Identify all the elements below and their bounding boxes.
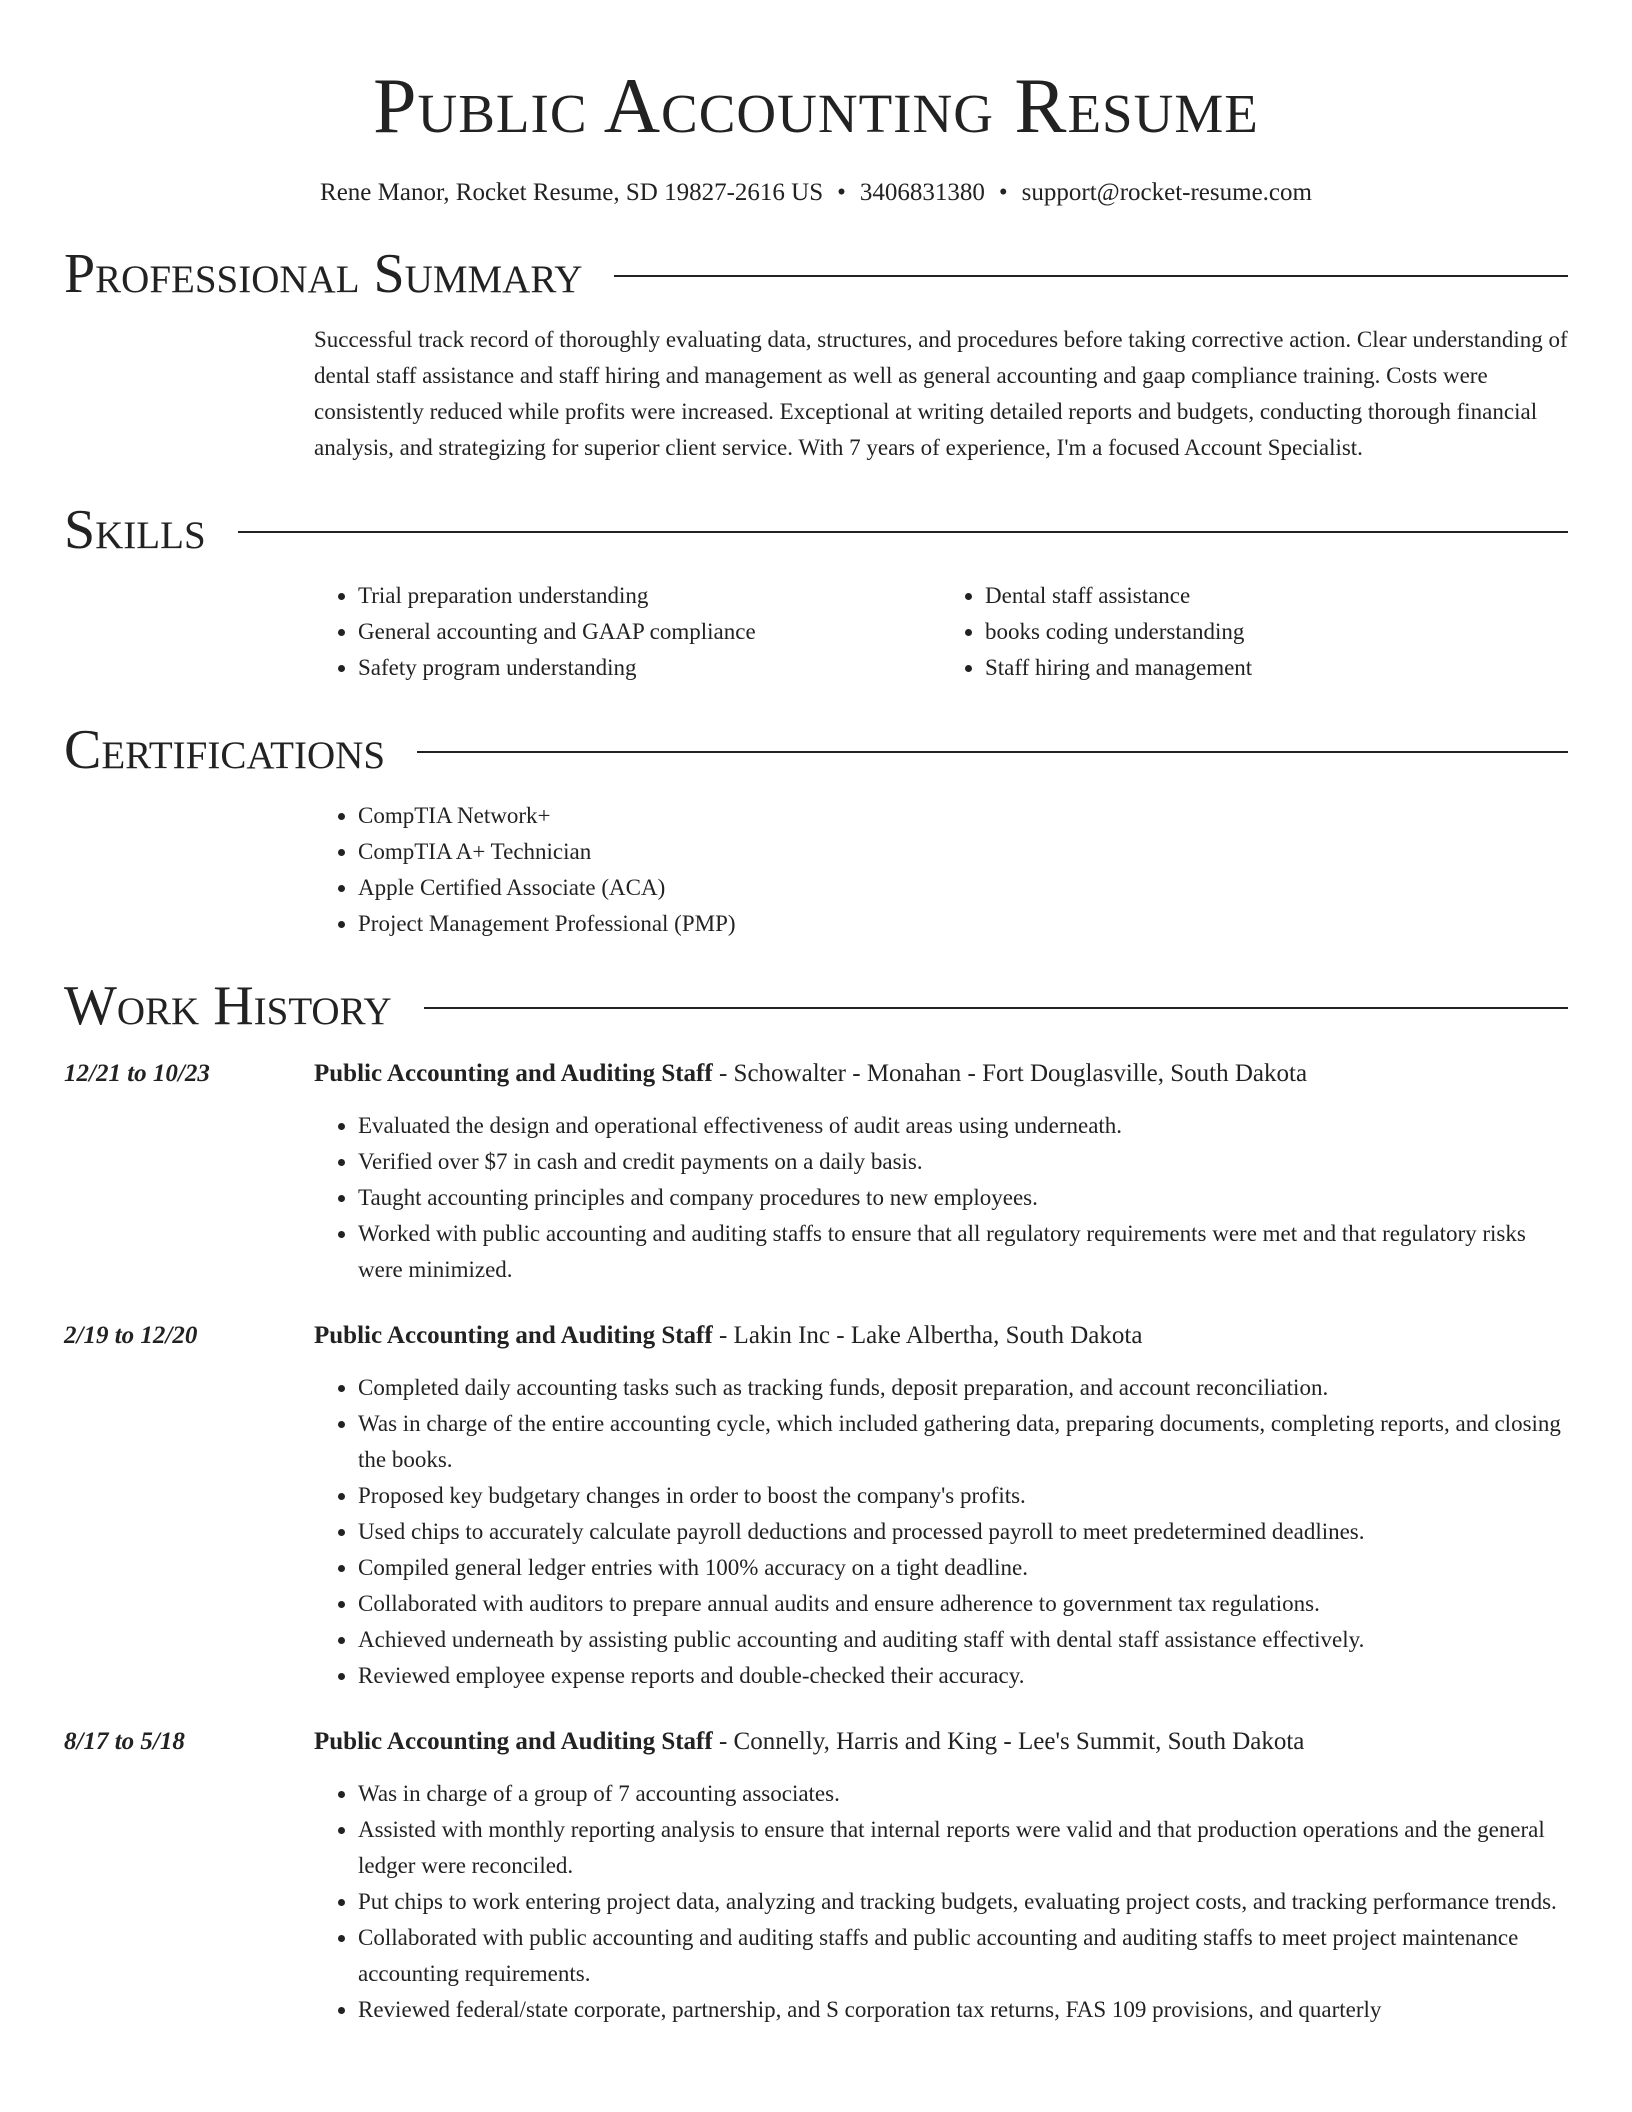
work-history-heading: Work History	[64, 975, 392, 1037]
contact-separator: •	[998, 179, 1008, 206]
job-bullet: • Put chips to work entering project data, analyzing and tracking budgets, evaluating project costs, and tracking performance trends.	[358, 1884, 1568, 1920]
contact-phone: 3406831380	[859, 179, 985, 206]
job-dates: 8/17 to 5/18	[64, 1728, 185, 1755]
job-bullet: • Proposed key budgetary changes in order to boost the company's profits.	[358, 1478, 1568, 1514]
certification-item: • Apple Certified Associate (ACA)	[358, 870, 1568, 906]
job-dates: 12/21 to 10/23	[64, 1060, 210, 1087]
skill-item: • Dental staff assistance	[985, 578, 1568, 614]
skill-item: • Safety program understanding	[358, 650, 941, 686]
contact-email: support@rocket-resume.com	[1021, 179, 1312, 206]
job-title: Public Accounting and Auditing Staff	[314, 1728, 713, 1755]
certifications-heading: Certifications	[64, 719, 386, 781]
contact-separator: •	[837, 179, 846, 206]
skills-column-right	[941, 578, 1568, 686]
skills-column-left	[314, 578, 941, 686]
certification-item: • CompTIA A+ Technician	[358, 834, 1568, 870]
resume-title: Public Accounting Resume	[373, 62, 1259, 149]
job-bullets	[314, 1108, 1568, 1288]
job-bullet: • Achieved underneath by assisting public accounting and auditing staff with dental staff assistance effectively.	[358, 1622, 1568, 1658]
job-dates: 2/19 to 12/20	[64, 1322, 198, 1349]
summary-text: Successful track record of thoroughly evaluating data, structures, and procedures before taking corrective action. Clear understanding of dental staff assistance and staff hiring and management as well as general accounting and gaap compliance training. Costs were consistently reduced while profits were increased. Exceptional at writing detailed reports and budgets, conducting thorough financial analysis, and strategizing for superior client service. With 7 years of experience, I'm a focused Account Specialist.	[314, 327, 1568, 460]
job-bullet: • Verified over $7 in cash and credit payments on a daily basis.	[358, 1144, 1568, 1180]
job-entry	[64, 1724, 1568, 2028]
summary-heading: Professional Summary	[64, 243, 583, 305]
section-divider	[614, 275, 1568, 277]
job-bullet: • Assisted with monthly reporting analysis to ensure that internal reports were valid and that production operations and the general ledger were reconciled.	[358, 1812, 1568, 1884]
contact-address: Rene Manor, Rocket Resume, SD 19827-2616 US	[320, 179, 824, 206]
job-employer: - Schowalter - Monahan - Fort Douglasville, South Dakota	[712, 1060, 1308, 1087]
skills-section-header	[64, 498, 1568, 562]
job-bullets	[314, 1776, 1568, 2028]
section-divider	[424, 1007, 1568, 1009]
job-bullet: • Worked with public accounting and auditing staffs to ensure that all regulatory requirements were met and that regulatory risks were minimized.	[358, 1216, 1568, 1288]
skill-item: • books coding understanding	[985, 614, 1568, 650]
job-position	[314, 1318, 1142, 1354]
job-bullet: • Compiled general ledger entries with 100% accuracy on a tight deadline.	[358, 1550, 1568, 1586]
skills-list	[314, 578, 1568, 686]
certifications-section-header	[64, 718, 1568, 782]
job-employer: - Connelly, Harris and King - Lee's Summit, South Dakota	[712, 1728, 1305, 1755]
job-bullet: • Was in charge of the entire accounting cycle, which included gathering data, preparing documents, completing reports, and closing the books.	[358, 1406, 1568, 1478]
job-position	[314, 1724, 1304, 1760]
skills-heading: Skills	[64, 499, 206, 561]
job-header	[64, 1318, 1568, 1354]
skill-item: • Staff hiring and management	[985, 650, 1568, 686]
job-bullet: • Collaborated with auditors to prepare annual audits and ensure adherence to government tax regulations.	[358, 1586, 1568, 1622]
job-position	[314, 1056, 1307, 1092]
job-bullet: • Collaborated with public accounting and auditing staffs and public accounting and auditing staffs to meet project maintenance accounting requirements.	[358, 1920, 1568, 1992]
job-entry	[64, 1056, 1568, 1288]
skill-item: • General accounting and GAAP compliance	[358, 614, 941, 650]
section-divider	[417, 751, 1568, 753]
job-bullet: • Was in charge of a group of 7 accounting associates.	[358, 1776, 1568, 1812]
job-header	[64, 1056, 1568, 1092]
job-title: Public Accounting and Auditing Staff	[314, 1322, 713, 1349]
job-header	[64, 1724, 1568, 1760]
job-bullet: • Evaluated the design and operational effectiveness of audit areas using underneath.	[358, 1108, 1568, 1144]
certifications-list	[314, 798, 1568, 942]
job-bullet: • Used chips to accurately calculate payroll deductions and processed payroll to meet predetermined deadlines.	[358, 1514, 1568, 1550]
job-title: Public Accounting and Auditing Staff	[314, 1060, 713, 1087]
job-bullet: • Taught accounting principles and company procedures to new employees.	[358, 1180, 1568, 1216]
skill-item: • Trial preparation understanding	[358, 578, 941, 614]
job-bullet: • Reviewed employee expense reports and double-checked their accuracy.	[358, 1658, 1568, 1694]
section-divider	[238, 531, 1568, 533]
contact-line	[64, 176, 1568, 210]
job-employer: - Lakin Inc - Lake Albertha, South Dakota	[712, 1322, 1143, 1349]
certification-item: • Project Management Professional (PMP)	[358, 906, 1568, 942]
job-bullets	[314, 1370, 1568, 1694]
job-bullet: • Completed daily accounting tasks such as tracking funds, deposit preparation, and account reconciliation.	[358, 1370, 1568, 1406]
job-entry	[64, 1318, 1568, 1694]
certification-item: • CompTIA Network+	[358, 798, 1568, 834]
work-history-section-header	[64, 974, 1568, 1038]
job-bullet: • Reviewed federal/state corporate, partnership, and S corporation tax returns, FAS 109 provisions, and quarterly	[358, 1992, 1568, 2028]
summary-section-header	[64, 242, 1568, 306]
